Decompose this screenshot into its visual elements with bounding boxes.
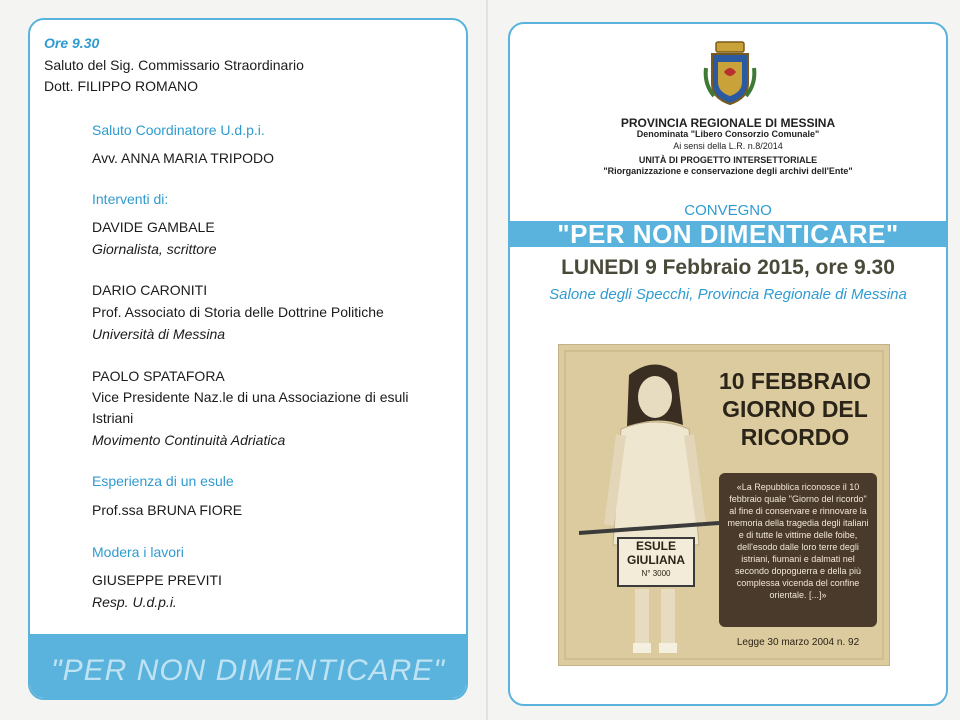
greeting-line-1: Saluto del Sig. Commissario Straordinario bbox=[44, 57, 304, 73]
section-heading-moderator: Modera i lavori bbox=[92, 544, 184, 560]
event-title: "PER NON DIMENTICARE" bbox=[557, 219, 899, 249]
unit-name: UNITÀ DI PROGETTO INTERSETTORIALE bbox=[638, 155, 818, 165]
speaker-role: Giornalista, scrittore bbox=[92, 241, 217, 257]
title-band-left bbox=[30, 634, 466, 700]
convegno-label: CONVEGNO bbox=[684, 202, 772, 219]
band-title: "PER NON DIMENTICARE" bbox=[51, 654, 445, 687]
speaker-name: DARIO CARONITI bbox=[92, 282, 208, 298]
sign-number: N° 3000 bbox=[641, 569, 671, 578]
headline-line-2: GIORNO DEL bbox=[722, 396, 868, 422]
poster-headline bbox=[709, 367, 881, 451]
speaker-role: Prof. Associato di Storia delle Dottrine Politiche bbox=[92, 304, 384, 320]
org-name: PROVINCIA REGIONALE DI MESSINA bbox=[620, 116, 836, 130]
org-law: Ai sensi della L.R. n.8/2014 bbox=[673, 141, 783, 151]
law-quote-box: «La Repubblica riconosce il 10 febbraio quale "Giorno del ricordo" al fine di conservare e rinnovare la memoria della tragedia degli italiani e di tutte le vittime delle foibe, dell'esodo dalle loro terre degli istriani, fiumani e dalmati nel secondo dopoguerra e della più complessa vicenda del confine orientale. [...]» bbox=[719, 473, 877, 627]
speaker-name: Avv. ANNA MARIA TRIPODO bbox=[92, 150, 275, 166]
cover-panel bbox=[508, 22, 948, 706]
speaker-name: DAVIDE GAMBALE bbox=[92, 219, 215, 235]
section-heading-interventi: Interventi di: bbox=[92, 191, 169, 207]
speaker-name: Prof.ssa BRUNA FIORE bbox=[92, 502, 243, 518]
org-denomination: Denominata "Libero Consorzio Comunale" bbox=[636, 129, 820, 139]
speaker-role: Vice Presidente Naz.le di una Associazione di esuli bbox=[92, 389, 409, 405]
speaker-affiliation: Università di Messina bbox=[92, 326, 226, 342]
greeting-line-2: Dott. FILIPPO ROMANO bbox=[44, 78, 199, 94]
programme-panel bbox=[28, 18, 468, 700]
coat-of-arms-icon bbox=[702, 38, 758, 108]
sign-line-2: GIULIANA bbox=[627, 553, 685, 567]
event-venue: Salone degli Specchi, Provincia Regionale di Messina bbox=[549, 286, 907, 303]
speaker-affiliation: Movimento Continuità Adriatica bbox=[92, 432, 286, 448]
headline-line-1: 10 FEBBRAIO bbox=[718, 368, 872, 394]
esule-sign bbox=[617, 537, 695, 587]
start-time: Ore 9.30 bbox=[44, 35, 100, 51]
event-date: LUNEDI 9 Febbraio 2015, ore 9.30 bbox=[561, 256, 895, 279]
headline-line-3: RICORDO bbox=[740, 424, 850, 450]
fold-line bbox=[486, 0, 488, 720]
section-heading-coordinator: Saluto Coordinatore U.d.p.i. bbox=[92, 122, 265, 138]
speaker-role: Istriani bbox=[92, 410, 134, 426]
sign-line-1: ESULE bbox=[635, 539, 676, 553]
speaker-role: Resp. U.d.p.i. bbox=[92, 594, 177, 610]
memorial-poster bbox=[558, 344, 890, 666]
title-band-right bbox=[510, 221, 946, 247]
law-reference: Legge 30 marzo 2004 n. 92 bbox=[736, 637, 860, 648]
speaker-name: PAOLO SPATAFORA bbox=[92, 368, 225, 384]
speaker-name: GIUSEPPE PREVITI bbox=[92, 572, 222, 588]
unit-description: "Riorganizzazione e conservazione degli archivi dell'Ente" bbox=[603, 166, 853, 176]
section-heading-esule: Esperienza di un esule bbox=[92, 473, 234, 489]
